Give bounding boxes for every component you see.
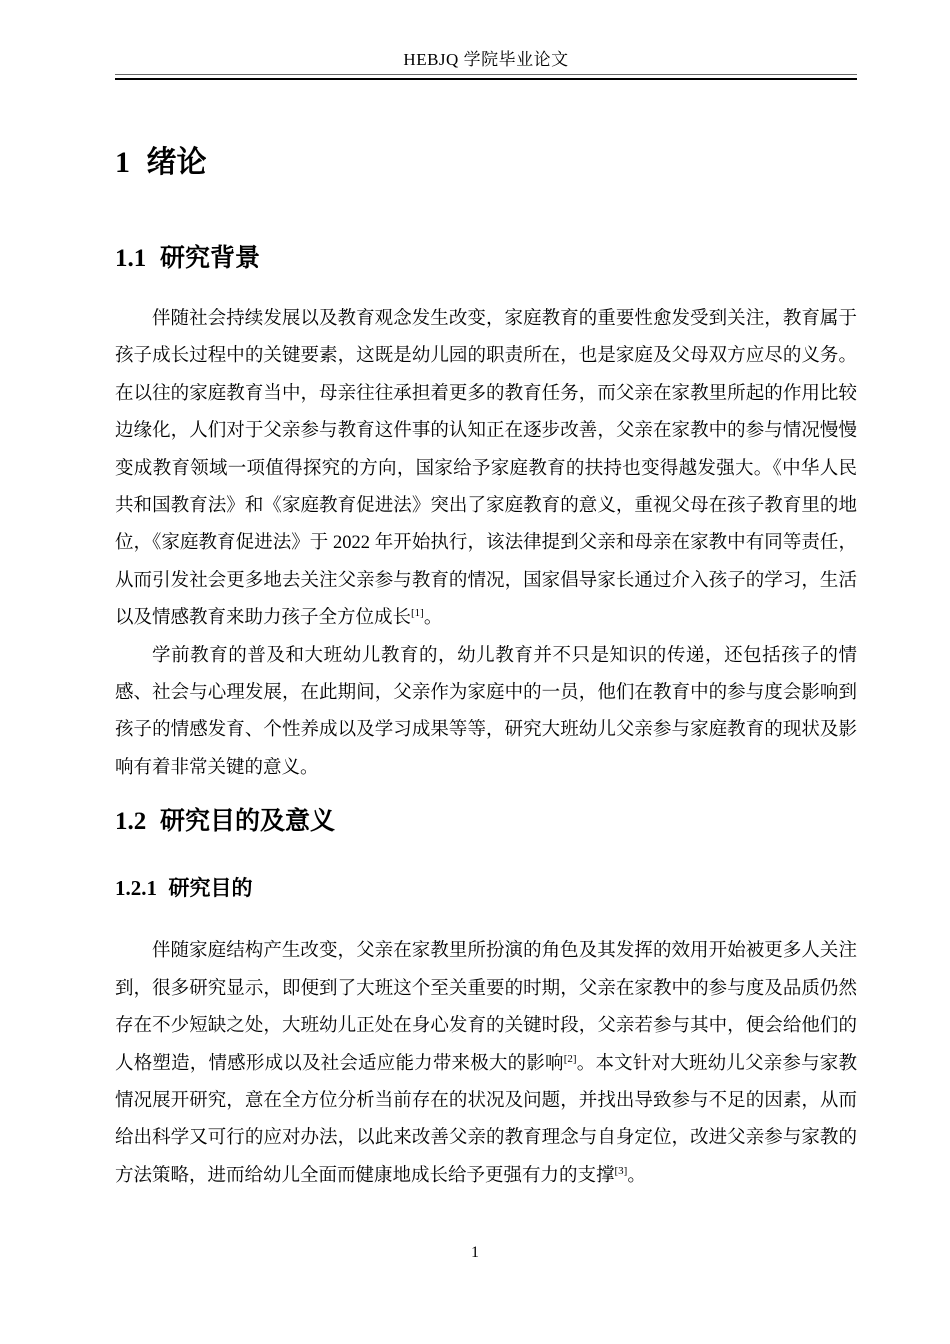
section-1-2-title: 研究目的及意义	[160, 807, 336, 836]
section-1-2-number: 1.2	[115, 808, 147, 836]
running-header	[115, 50, 857, 80]
section-heading-1-2	[115, 805, 857, 838]
paragraph-text-tail: 。	[627, 1165, 646, 1186]
paragraph-text: 伴随社会持续发展以及教育观念发生改变，家庭教育的重要性愈发受到关注，教育属于孩子成长过程中的关键要素，这既是幼儿园的职责所在，也是家庭及父母双方应尽的义务。在以往的家庭教育当中，母亲往往承担着更多的教育任务，而父亲在家教里所起的作用比较边缘化，人们对于父亲参与教育这件事的认知正在逐步改善，父亲在家教中的参与情况慢慢变成教育领域一项值得探究的方向，国家给予家庭教育的扶持也变得越发强大。《中华人民共和国教育法》和《家庭教育促进法》突出了家庭教育的意义，重视父母在孩子教育里的地位，《家庭教育促进法》于 2022 年开始执行，该法律提到父亲和母亲在家教中有同等责任，从而引发社会更多地去关注父亲参与教育的情况，国家倡导家长通过介入孩子的学习，生活以及情感教育来助力孩子全方位成长	[115, 309, 857, 629]
running-header-title: HEBJQ 学院毕业论文	[403, 50, 569, 69]
paragraph-text: 伴随家庭结构产生改变，父亲在家教里所扮演的角色及其发挥的效用开始被更多人关注到，很多研究显示，即便到了大班这个至关重要的时期，父亲在家教中的参与度及品质仍然存在不少短缺之处，大班幼儿正处在身心发育的关键时段，父亲若参与其中，便会给他们的人格塑造，情感形成以及社会适应能力带来极大的影响	[115, 941, 857, 1074]
chapter-number: 1	[115, 146, 130, 179]
section-heading-1-1	[115, 242, 857, 275]
page-footer	[0, 1244, 950, 1262]
section-1-1-title: 研究背景	[160, 244, 261, 272]
paragraph-text: 学前教育的普及和大班幼儿教育的，幼儿教育并不只是知识的传递，还包括孩子的情感、社会与心理发展，在此期间，父亲作为家庭中的一员，他们在教育中的参与度会影响到孩子的情感发育、个性养成以及学习成果等等，研究大班幼儿父亲参与家庭教育的现状及影响有着非常关键的意义。	[115, 645, 857, 778]
page-number: 1	[471, 1244, 479, 1261]
paragraph-text-tail: 。	[423, 608, 443, 629]
subsection-1-2-1-number: 1.2.1	[115, 876, 157, 901]
paragraph-text: 。本文针对大班幼儿父亲参与家教情况展开研究，意在全方位分析当前存在的状况及问题，并找出导致参与不足的因素，从而给出科学又可行的应对办法，以此来改善父亲的教育理念与自身定位，改进父亲参与家教的方法策略，进而给幼儿全面而健康地成长给予更强有力的支撑	[115, 1053, 857, 1186]
paragraph-research-background-2	[115, 638, 857, 788]
citation-ref-1: [1]	[411, 607, 424, 620]
paragraph-research-purpose	[115, 933, 857, 1195]
chapter-title: 绪论	[146, 146, 207, 179]
subsection-1-2-1-title: 研究目的	[168, 877, 253, 901]
header-rule	[115, 74, 857, 80]
chapter-heading	[115, 144, 857, 182]
subsection-heading-1-2-1	[115, 874, 857, 903]
citation-ref-3: [3]	[614, 1164, 628, 1177]
citation-ref-2: [2]	[563, 1052, 577, 1065]
paragraph-research-background-1	[115, 301, 857, 638]
section-1-1-number: 1.1	[115, 245, 147, 272]
document-body	[0, 144, 950, 1195]
